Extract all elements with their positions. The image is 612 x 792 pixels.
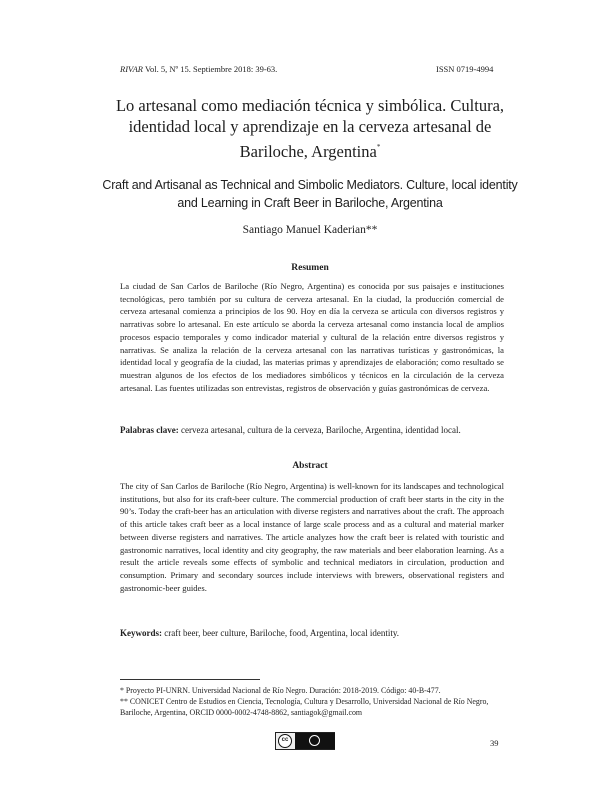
keywords-label-es: Palabras clave:	[120, 425, 179, 435]
creative-commons-license-badge[interactable]	[275, 732, 335, 750]
resumen-text: La ciudad de San Carlos de Bariloche (Río Negro, Argentina) es conocida por sus paisajes e instituciones tecnológicas, pero también por su cultura de cerveza artesanal. En la ciudad, la producción comercial de cerveza artesanal comienza a principios de los 90. Hoy en día la cerveza se articula con diversos registros y narrativas sobre lo artesanal. En este artículo se aborda la cerveza artesanal como instancia local de amplios procesos espacio temporales y como indicador material y cultural de la relación entre diversos registros y narrativas. Se analiza la relación de la cerveza artesanal con las narrativas turísticas y gastronómicas, la identidad local y geografía de la ciudad, las materias primas y aprendizajes de elaboración; como resultado se muestran algunos de los efectos de los mediadores simbólicos y técnicos en la circulación de la cerveza artesanal. Las fuentes utilizadas son entrevistas, registros de observación y guías gastronómicas de cerveza.	[120, 281, 504, 393]
footnote-divider	[120, 679, 260, 680]
keywords-en: craft beer, beer culture, Bariloche, food, Argentina, local identity.	[164, 628, 400, 638]
creative-commons-icon: cc	[278, 734, 292, 748]
resumen-keywords	[120, 424, 504, 437]
abstract-keywords	[120, 627, 504, 640]
keywords-label-en: Keywords:	[120, 628, 162, 638]
article-title-spanish	[100, 95, 520, 162]
title-footnote-marker: *	[376, 143, 381, 151]
title-text: Lo artesanal como mediación técnica y simbólica. Cultura, identidad local y aprendizaje en la cerveza artesanal de Bariloche, Argentina	[115, 96, 505, 161]
abstract-text: The city of San Carlos de Bariloche (Río Negro, Argentina) is well-known for its landscapes and technological institutions, but also for its craft-beer culture. The commercial production of craft beer starts in the city in the 90’s. Today the craft-beer has an articulation with diverse registers and narratives about the craft. The approach of this article takes craft beer as a local instance of large scale process and as a cultural and material marker between diverse registers and narratives. The article analyzes how the craft beer is related with touristic and gastronomic narratives, local identity and city geography, the raw materials and beer elaboration learning. As a result the article reveals some effects of symbolic and technical mediators in circulation, production and consumption. Primary and secondary sources include interviews with brewers, observational registers and gastronomic-beer guides.	[120, 481, 504, 593]
running-header-issn: ISSN 0719-4994	[436, 64, 494, 74]
article-title-english: Craft and Artisanal as Technical and Simbolic Mediators. Culture, local identity and Learning in Craft Beer in Bariloche, Argentina	[102, 178, 518, 210]
journal-citation: Vol. 5, Nº 15. Septiembre 2018: 39-63.	[144, 64, 278, 74]
running-header-citation	[120, 64, 277, 74]
footnote-project: * Proyecto PI-UNRN. Universidad Nacional de Río Negro. Duración: 2018-2019. Código: 40-B-477.	[120, 686, 441, 695]
page-number: 39	[490, 738, 499, 748]
abstract-heading: Abstract	[292, 461, 328, 471]
footnote-affiliation: ** CONICET Centro de Estudios en Ciencia, Tecnología, Cultura y Desarrollo, Universidad Nacional de Río Negro, Bariloche, Argentina, ORCID 0000-0002-4748-8862, santiagok@gmail.com	[120, 697, 489, 717]
attribution-person-icon	[309, 735, 320, 746]
keywords-es: cerveza artesanal, cultura de la cerveza, Bariloche, Argentina, identidad local.	[181, 425, 461, 435]
journal-name: RIVAR	[120, 64, 143, 74]
author-name: Santiago Manuel Kaderian**	[242, 224, 378, 236]
resumen-heading: Resumen	[291, 263, 329, 273]
